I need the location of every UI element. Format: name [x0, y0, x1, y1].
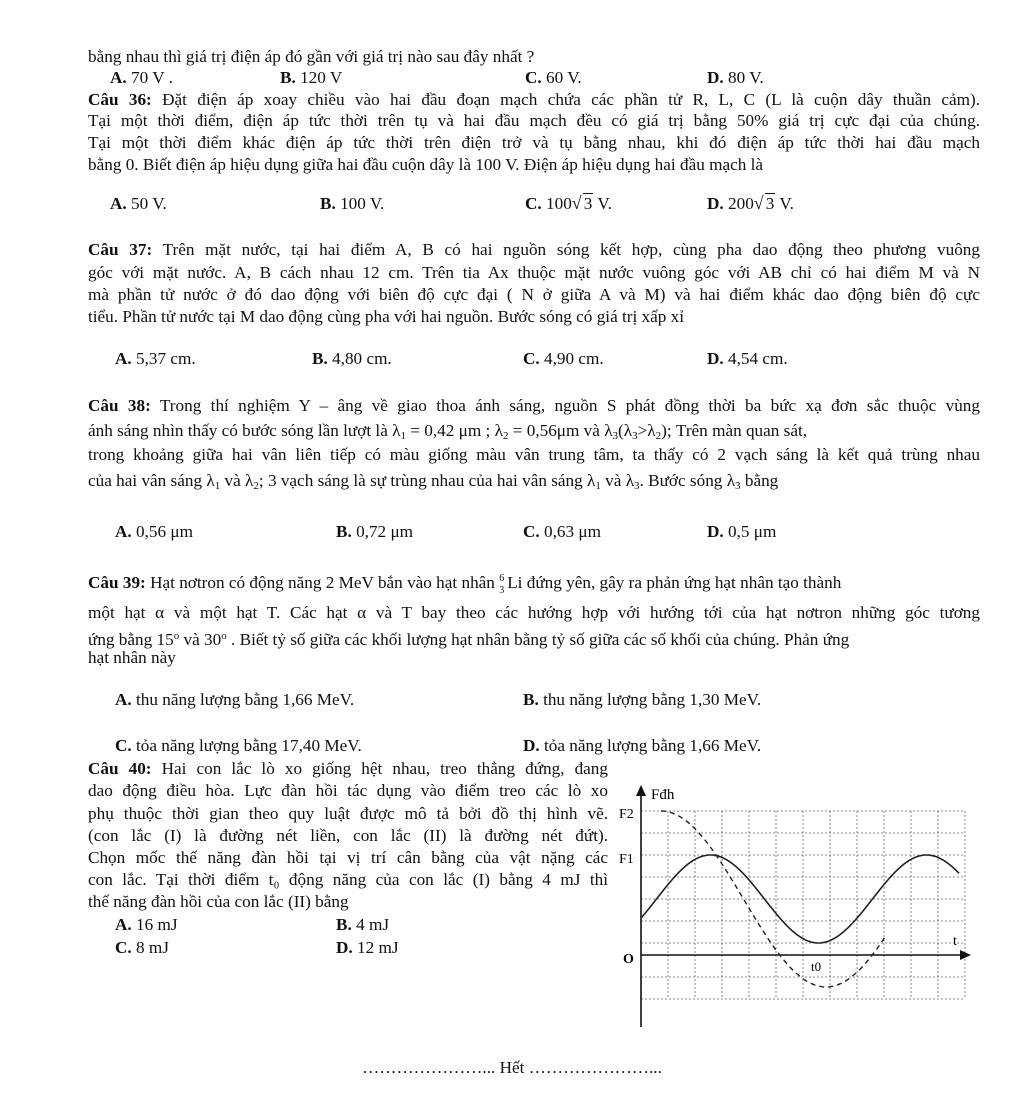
q37-option-b — [312, 349, 392, 369]
f2-label: F2 — [619, 807, 634, 822]
q35-tail-line: bằng nhau thì giá trị điện áp đó gần với giá trị nào sau đây nhất ? — [88, 47, 535, 66]
q36-text-1: Đặt điện áp xoay chiều vào hai đầu đoạn mạch chứa các phần tử R, L, C (L là cuộn dây thuần cảm). — [162, 90, 981, 109]
q39-text-1a: Hạt nơtron có động năng 2 MeV bắn vào hạt nhân — [150, 573, 495, 592]
isotope-numbers: 6 3 — [499, 573, 505, 596]
option-key: C. — [115, 938, 132, 957]
question-label: Câu 40: — [88, 759, 152, 778]
q37-line-3: mà phần tử nước ở đó dao động với biên độ cực đại ( N ở giữa A và M) và hai điểm khác dao động biên độ cực — [88, 285, 980, 304]
q36-line-1 — [88, 90, 980, 110]
q38-line-2: ánh sáng nhìn thấy có bước sóng lần lượt là $\lambda_1 = 0,42$ μm ; $\lambda_2 = 0,56\mu m$ và $\lambda_3(\lambda_3>\lambda_2)$; Trên màn quan sát, — [88, 421, 808, 442]
option-text: 0,72 μm — [356, 522, 414, 541]
q40-line-5: Chọn mốc thế năng đàn hồi tại vị trí cân bằng của vật nặng các — [88, 848, 608, 867]
option-text: 70 V . — [131, 68, 173, 87]
question-label: Câu 39: — [88, 573, 146, 592]
q38-text-4a: của hai vân sáng — [88, 471, 203, 490]
square-root — [756, 194, 776, 214]
q39-text-1b: Li đứng yên, gây ra phản ứng hạt nhân tạo thành — [507, 573, 842, 592]
t0-label: t0 — [811, 959, 822, 974]
option-value: 200 — [728, 194, 754, 213]
q38-option-d — [707, 522, 776, 542]
q37-text-1: Trên mặt nước, tại hai điểm A, B có hai nguồn sóng kết hợp, cùng pha dao động theo phương vuông — [162, 240, 980, 259]
option-key: A. — [115, 522, 132, 541]
q40-line-2: dao động điều hòa. Lực đàn hồi tác dụng vào điểm treo các lò xo — [88, 781, 608, 800]
t-axis-label: t — [953, 934, 957, 949]
option-text: 80 V. — [728, 68, 764, 87]
option-text: 4 mJ — [356, 915, 390, 934]
q40-option-d — [336, 938, 399, 958]
f1-label: F1 — [619, 852, 634, 867]
square-root — [574, 194, 594, 214]
grid — [641, 811, 965, 999]
option-text: tỏa năng lượng bằng 1,66 MeV. — [544, 736, 762, 755]
q40-option-b — [336, 915, 389, 935]
q39-option-c — [115, 736, 362, 756]
option-text: 100 V. — [340, 194, 385, 213]
q38-option-a — [115, 522, 193, 542]
option-key: A. — [115, 349, 132, 368]
q35-option-c — [525, 68, 582, 88]
option-text: 60 V. — [546, 68, 582, 87]
q40-option-a — [115, 915, 178, 935]
option-key: D. — [707, 68, 724, 87]
q37-option-a — [115, 349, 196, 369]
q40-line-4: (con lắc (I) là đường nét liền, con lắc (II) là đường nét đứt). — [88, 826, 608, 845]
option-value: 100 — [546, 194, 572, 213]
q36-option-c — [525, 194, 612, 214]
q36-line-3: Tại một thời điểm khác điện áp tức thời trên điện trở và tụ bằng nhau, khi đó điện áp tức thời hai đầu mạch — [88, 133, 980, 152]
q38-text-2b: ); Trên màn quan sát, — [661, 421, 808, 440]
option-text: thu năng lượng bằng 1,66 MeV. — [136, 690, 355, 709]
option-text: tỏa năng lượng bằng 17,40 MeV. — [136, 736, 362, 755]
q39-line-4: hạt nhân này — [88, 648, 176, 667]
q38-line-1 — [88, 396, 980, 416]
option-key: A. — [115, 915, 132, 934]
y-axis-arrow-icon — [636, 785, 646, 796]
q38-text-2a: ánh sáng nhìn thấy có bước sóng lần lượt là — [88, 421, 388, 440]
q38-text-4d: bằng — [744, 471, 779, 490]
option-text: 4,80 cm. — [332, 349, 392, 368]
q37-line-4: tiểu. Phần tử nước tại M dao động cùng pha với hai nguồn. Bước sóng có giá trị xấp xỉ — [88, 307, 685, 326]
q39-line-1 — [88, 573, 980, 596]
option-key: D. — [707, 522, 724, 541]
and-word: và — [224, 471, 241, 490]
option-text: 0,5 μm — [728, 522, 777, 541]
origin-label: O — [623, 952, 634, 967]
lambda2-value: = 0,56μm và — [512, 421, 600, 440]
q39-line-2: một hạt α và một hạt T. Các hạt α và T bay theo các hướng hợp với hướng tới của hạt nơtron những góc tương — [88, 603, 980, 622]
option-key: C. — [523, 522, 540, 541]
q39-option-a — [115, 690, 354, 710]
end-marker: …………………... Hết …………………... — [362, 1058, 662, 1077]
option-key: D. — [707, 194, 724, 213]
option-text: 0,63 μm — [544, 522, 601, 541]
radicand: 3 — [583, 194, 593, 213]
option-key: A. — [110, 68, 127, 87]
force-time-graph — [615, 785, 975, 1035]
option-key: C. — [525, 68, 542, 87]
q40-line-7: thế năng đàn hồi của con lắc (II) bằng — [88, 892, 349, 911]
option-text: 16 mJ — [136, 915, 178, 934]
q38-line-3: trong khoảng giữa hai vân liên tiếp có màu giống màu vân trung tâm, ta thấy có 2 vạch sáng là kết quả trùng nhau — [88, 445, 980, 464]
q39-line-3: ứng bằng 15$^o$ và 30$^o$ . Biết tỷ số giữa các khối lượng hạt nhân bằng tỷ số giữa các số khối của chúng. Phản ứng — [88, 630, 850, 649]
option-key: B. — [312, 349, 328, 368]
option-key: C. — [115, 736, 132, 755]
q39-option-d — [523, 736, 761, 756]
option-key: B. — [320, 194, 336, 213]
t-axis-arrow-icon — [960, 950, 971, 960]
q40-text-1: Hai con lắc lò xo giống hệt nhau, treo thẳng đứng, đang — [161, 759, 608, 778]
option-unit: V. — [593, 194, 612, 213]
option-key: A. — [115, 690, 132, 709]
q36-option-a — [110, 194, 167, 214]
option-key: B. — [336, 915, 352, 934]
q38-option-c — [523, 522, 601, 542]
option-unit: V. — [775, 194, 794, 213]
q35-option-b — [280, 68, 342, 88]
option-key: C. — [523, 349, 540, 368]
q35-option-a — [110, 68, 173, 88]
q40-line-3: phụ thuộc thời gian theo quy luật được mô tả bởi đồ thị hình vẽ. — [88, 804, 608, 823]
q40-option-c — [115, 938, 169, 958]
option-text: thu năng lượng bằng 1,30 MeV. — [543, 690, 762, 709]
option-text: 4,90 cm. — [544, 349, 604, 368]
option-text: 5,37 cm. — [136, 349, 196, 368]
q40-line-6: con lắc. Tại thời điểm t₀ động năng của con lắc (I) bằng 4 mJ thì — [88, 870, 608, 889]
y-axis-label: Fđh — [651, 787, 675, 803]
lambda1-value: = 0,42 μm ; — [410, 421, 491, 440]
option-text: 0,56 μm — [136, 522, 193, 541]
q35-option-d — [707, 68, 764, 88]
q39-text-3b: và 30 — [179, 630, 222, 649]
q38-text-4c: . Bước sóng — [639, 471, 723, 490]
q38-option-b — [336, 522, 413, 542]
option-text: 4,54 cm. — [728, 349, 788, 368]
q39-text-3c: . Biết tỷ số giữa các khối lượng hạt nhân bằng tỷ số giữa các số khối của chúng. Phản ứng — [226, 630, 850, 649]
q36-line-2: Tại một thời điểm, điện áp tức thời trên tụ và hai đầu mạch đều có giá trị bằng 50% giá trị cực đại của chúng. — [88, 111, 980, 130]
q38-text-4b: ; 3 vạch sáng là sự trùng nhau của hai vân sáng — [258, 471, 583, 490]
option-key: B. — [336, 522, 352, 541]
question-label: Câu 36: — [88, 90, 152, 109]
q40-line-1 — [88, 759, 608, 779]
option-key: A. — [110, 194, 127, 213]
option-text: 8 mJ — [136, 938, 169, 957]
q39-text-3a: ứng bằng 15 — [88, 630, 174, 649]
option-text: 12 mJ — [357, 938, 399, 957]
option-key: D. — [336, 938, 353, 957]
q36-option-b — [320, 194, 384, 214]
option-key: D. — [707, 349, 724, 368]
q37-option-d — [707, 349, 788, 369]
q37-option-c — [523, 349, 604, 369]
option-key: D. — [523, 736, 540, 755]
option-key: B. — [280, 68, 296, 87]
and-word: và — [605, 471, 622, 490]
option-key: B. — [523, 690, 539, 709]
question-label: Câu 37: — [88, 240, 153, 259]
option-text: 50 V. — [131, 194, 167, 213]
option-text: 120 V — [300, 68, 343, 87]
option-key: C. — [525, 194, 542, 213]
question-label: Câu 38: — [88, 396, 151, 415]
q37-line-1 — [88, 240, 980, 260]
q36-option-d — [707, 194, 794, 214]
q38-line-4: của hai vân sáng $\lambda_1$ và $\lambda_2$; 3 vạch sáng là sự trùng nhau của hai vân sáng $\lambda_1$ và $\lambda_3$. Bước sóng $\lambda_3$ bằng — [88, 471, 779, 492]
radicand: 3 — [765, 194, 775, 213]
q38-text-1: Trong thí nghiệm Y – âng về giao thoa ánh sáng, nguồn S phát đồng thời ba bức xạ đơn sắc thuộc vùng — [159, 396, 980, 415]
q39-option-b — [523, 690, 761, 710]
q36-line-4: bằng 0. Biết điện áp hiệu dụng giữa hai đầu cuộn dây là 100 V. Điện áp hiệu dụng hai đầu mạch là — [88, 155, 764, 174]
q37-line-2: góc với mặt nước. A, B cách nhau 12 cm. Trên tia Ax thuộc mặt nước vuông góc với AB chỉ có hai điểm M và N — [88, 263, 980, 282]
